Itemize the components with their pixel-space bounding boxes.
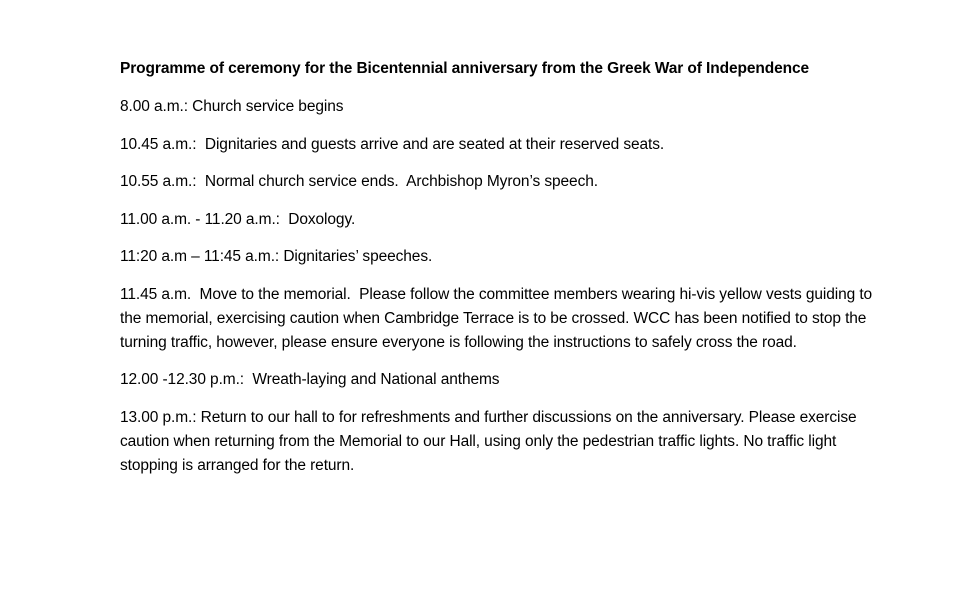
- programme-item-speeches: 11:20 a.m – 11:45 a.m.: Dignitaries’ speeches.: [120, 248, 433, 265]
- programme-item-guests-arrive: 10.45 a.m.: Dignitaries and guests arrive and are seated at their reserved seats.: [120, 135, 665, 153]
- programme-item-wreath-laying: 12.00 -12.30 p.m.: Wreath-laying and National anthems: [120, 371, 500, 388]
- programme-item-return-to-hall: 13.00 p.m.: Return to our hall to for refreshments and further discussions on the anniversary. Please exercise caution when returning from the Memorial to our Hall, using only the pedestrian traffic lights. No traffic light stopping is arranged for the return.: [120, 408, 861, 474]
- programme-item-service-ends: 10.55 a.m.: Normal church service ends. Archbishop Myron’s speech.: [120, 173, 598, 190]
- programme-item-church-service: 8.00 a.m.: Church service begins: [120, 98, 344, 115]
- programme-item-move-to-memorial: 11.45 a.m. Move to the memorial. Please follow the committee members wearing hi-vis yellow vests guiding to the memorial, exercising caution when Cambridge Terrace is to be crossed. WCC has been notified to stop the turning traffic, however, please ensure everyone is following the instructions to safely cross the road.: [120, 285, 877, 351]
- programme-item-doxology: 11.00 a.m. - 11.20 a.m.: Doxology.: [120, 210, 356, 228]
- programme-title: Programme of ceremony for the Bicentennial anniversary from the Greek War of Independence: [120, 60, 810, 77]
- document-body: [120, 57, 880, 491]
